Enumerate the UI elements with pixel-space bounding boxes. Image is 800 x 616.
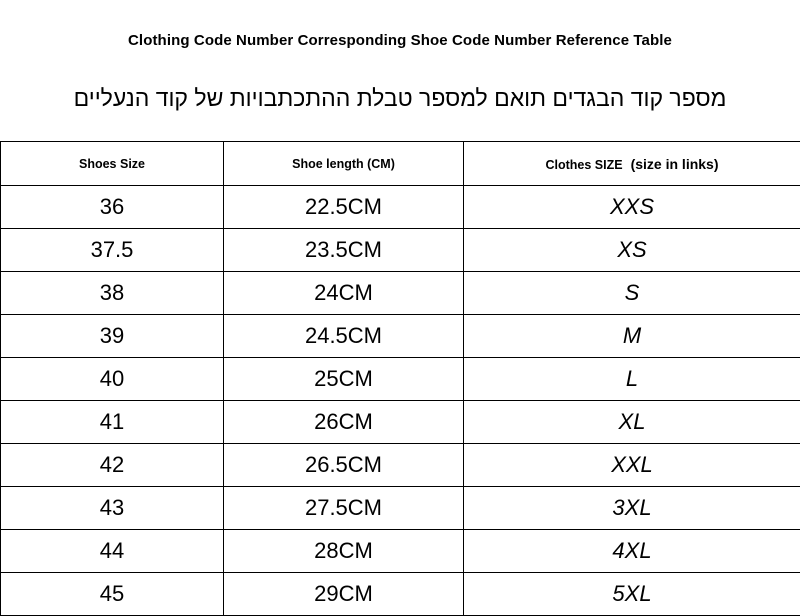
cell-shoes-size: 44 [1,530,224,573]
cell-shoe-length: 29CM [224,573,464,616]
cell-shoes-size: 40 [1,358,224,401]
column-header-clothes-size [464,142,800,186]
cell-shoes-size: 39 [1,315,224,358]
cell-clothes-size: S [464,272,800,315]
column-header-shoes-size: Shoes Size [1,142,224,186]
cell-clothes-size: XS [464,229,800,272]
cell-clothes-size: 5XL [464,573,800,616]
cell-shoe-length: 24CM [224,272,464,315]
cell-shoes-size: 36 [1,186,224,229]
cell-shoe-length: 26.5CM [224,444,464,487]
cell-clothes-size: M [464,315,800,358]
cell-clothes-size: 3XL [464,487,800,530]
column-header-shoe-length: Shoe length (CM) [224,142,464,186]
cell-clothes-size: XXL [464,444,800,487]
table-header-row [1,142,800,186]
cell-shoe-length: 25CM [224,358,464,401]
table-row [1,229,800,272]
cell-clothes-size: XL [464,401,800,444]
table-header [1,142,800,186]
cell-clothes-size: L [464,358,800,401]
table-row [1,358,800,401]
cell-shoes-size: 42 [1,444,224,487]
cell-shoes-size: 45 [1,573,224,616]
table-row [1,487,800,530]
cell-clothes-size: XXS [464,186,800,229]
cell-shoes-size: 37.5 [1,229,224,272]
cell-shoe-length: 22.5CM [224,186,464,229]
page-title-english: Clothing Code Number Corresponding Shoe Code Number Reference Table [128,32,672,49]
cell-shoe-length: 27.5CM [224,487,464,530]
column-header-clothes-size-sub: (size in links) [630,155,719,172]
cell-shoe-length: 24.5CM [224,315,464,358]
table-row [1,401,800,444]
cell-shoes-size: 41 [1,401,224,444]
column-header-clothes-size-main: Clothes SIZE [545,157,623,172]
table-row [1,186,800,229]
size-conversion-table [0,141,800,616]
table-row [1,444,800,487]
table-row [1,573,800,616]
cell-shoe-length: 23.5CM [224,229,464,272]
table-row [1,315,800,358]
table-row [1,530,800,573]
cell-shoe-length: 26CM [224,401,464,444]
page-title-hebrew: מספר קוד הבגדים תואם למספר טבלת ההתכתבויות של קוד הנעליים [73,85,727,111]
cell-shoe-length: 28CM [224,530,464,573]
cell-shoes-size: 38 [1,272,224,315]
table-body [1,186,800,616]
table-row [1,272,800,315]
cell-clothes-size: 4XL [464,530,800,573]
cell-shoes-size: 43 [1,487,224,530]
